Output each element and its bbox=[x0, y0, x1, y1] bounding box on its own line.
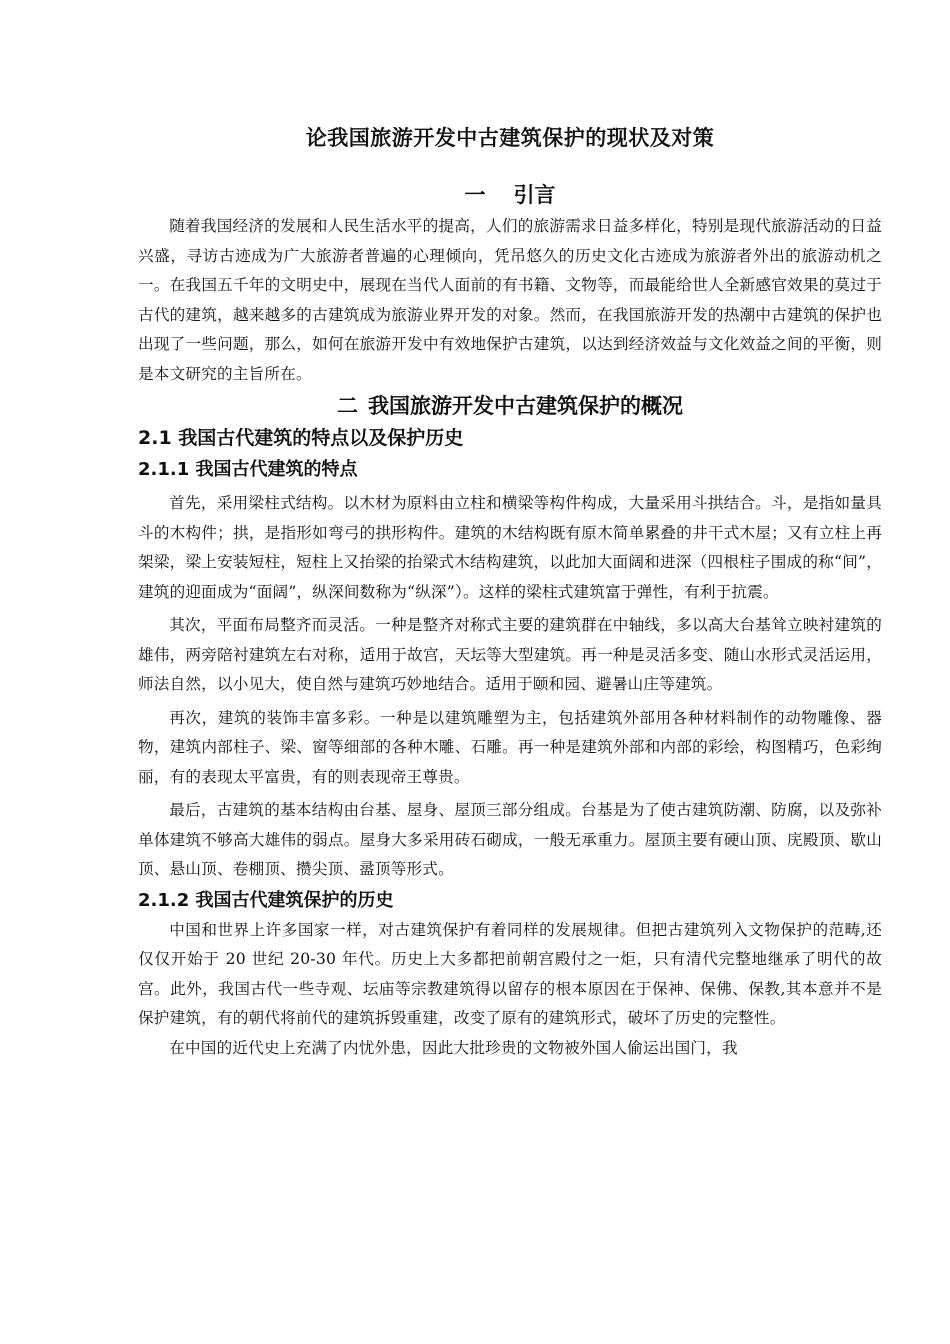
paragraph: 在中国的近代史上充满了内忧外患，因此大批珍贵的文物被外国人偷运出国门，我 bbox=[169, 1038, 738, 1057]
section-title: 引言 bbox=[513, 183, 556, 207]
subsection-heading-2-1-2: 2.1.2 我国古代建筑保护的历史 bbox=[138, 889, 394, 911]
paragraph: 随着我国经济的发展和人民生活水平的提高，人们的旅游需求日益多样化，特别是现代旅游活动的日益兴盛，寻访古迹成为广大旅游者普遍的心理倾向，凭吊悠久的历史文化古迹成为旅游者外出的旅游动机之一。在我国五千年的文明史中，展现在当代人面前的有书籍、文物等，而最能给世人全新感官效果的莫过于古代的建筑，越来越多的古建筑成为旅游业界开发的对象。然而，在我国旅游开发的热潮中古建筑的保护也出现了一些问题，那么，如何在旅游开发中有效地保护古建筑，以达到经济效益与文化效益之间的平衡，则是本文研究的主旨所在。 bbox=[138, 217, 882, 383]
section-heading-overview bbox=[138, 389, 882, 423]
subsection-heading-2-1: 2.1 我国古代建筑的特点以及保护历史 bbox=[138, 427, 464, 449]
document-title: 论我国旅游开发中古建筑保护的现状及对策 bbox=[305, 126, 715, 150]
paragraph: 其次，平面布局整齐而灵活。一种是整齐对称式主要的建筑群在中轴线，多以高大台基耸立映衬建筑的雄伟，两旁陪衬建筑左右对称，适用于故宫，天坛等大型建筑。再一种是灵活多变、随山水形式灵活运用，师法自然，以小见大，使自然与建筑巧妙地结合。适用于颐和园、避暑山庄等建筑。 bbox=[138, 616, 882, 693]
paragraph: 中国和世界上许多国家一样，对古建筑保护有着同样的发展规律。但把古建筑列入文物保护的范畴,还仅仅开始于 20 世纪 20-30 年代。历史上大多都把前朝宫殿付之一炬，只有清代完整地继承了明代的故宫。此外，我国古代一些寺观、坛庙等宗教建筑得以留存的根本原因在于保神、保佛、保教,其本意并不是保护建筑，有的朝代将前代的建筑拆毁重建，改变了原有的建筑形式，破坏了历史的完整性。 bbox=[138, 920, 882, 1027]
subsection-heading-2-1-1: 2.1.1 我国古代建筑的特点 bbox=[138, 459, 358, 480]
section-heading-intro bbox=[138, 178, 882, 212]
paragraph: 再次，建筑的装饰丰富多彩。一种是以建筑雕塑为主，包括建筑外部用各种材料制作的动物雕像、器物，建筑内部柱子、梁、窗等细部的各种木雕、石雕。再一种是建筑外部和内部的彩绘，构图精巧，色彩绚丽，有的表现太平富贵，有的则表现帝王尊贵。 bbox=[138, 708, 882, 786]
paragraph: 最后，古建筑的基本结构由台基、屋身、屋顶三部分组成。台基是为了使古建筑防潮、防腐，以及弥补单体建筑不够高大雄伟的弱点。屋身大多采用砖石砌成，一般无承重力。屋顶主要有硬山顶、庑殿顶、歇山顶、悬山顶、卷棚顶、攒尖顶、盝顶等形式。 bbox=[138, 801, 882, 878]
section-number: 一 bbox=[464, 183, 486, 207]
paragraph: 首先，采用梁柱式结构。以木材为原料由立柱和横梁等构件构成，大量采用斗拱结合。斗，是指如量具斗的木构件；拱，是指形如弯弓的拱形构件。建筑的木结构既有原木简单累叠的井干式木屋；又有立柱上再架梁，梁上安装短柱，短柱上又抬梁的抬梁式木结构建筑，以此加大面阔和进深（四根柱子围成的称“间”，建筑的迎面成为“面阔”，纵深间数称为“纵深”）。这样的梁柱式建筑富于弹性，有利于抗震。 bbox=[138, 494, 882, 601]
section-number: 二 bbox=[337, 394, 358, 418]
document-page bbox=[138, 112, 882, 1063]
section-title: 我国旅游开发中古建筑保护的概况 bbox=[368, 394, 683, 418]
